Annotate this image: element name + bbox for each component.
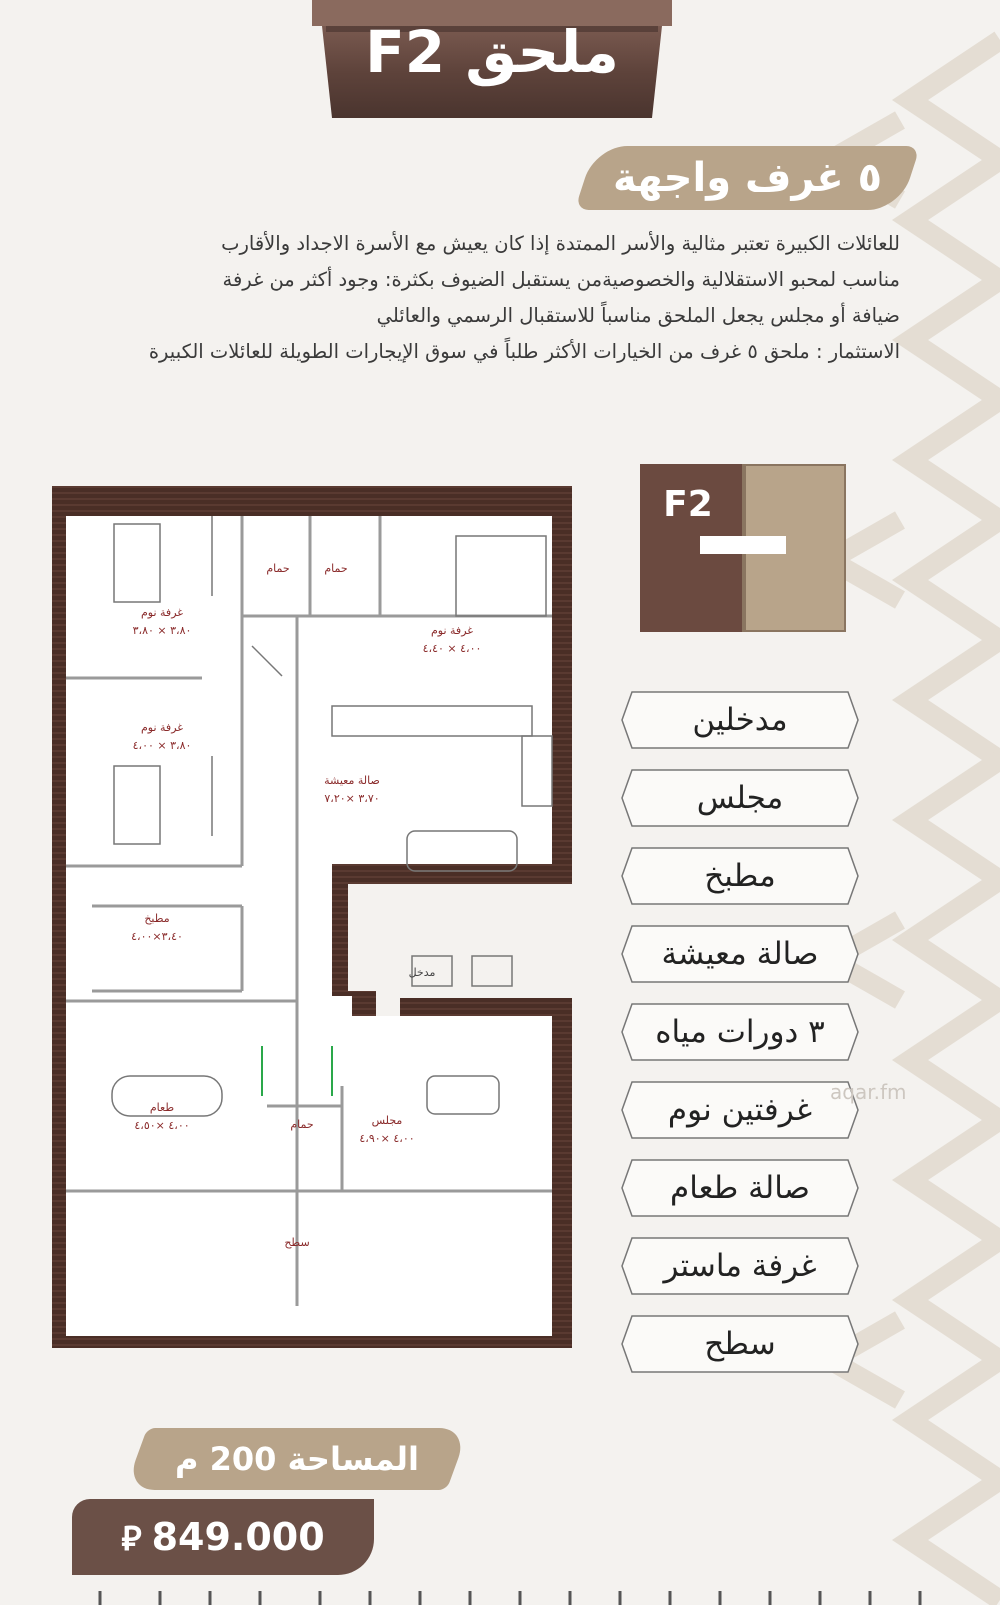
- bedroom2-label: غرفة نوم: [140, 721, 184, 734]
- feature-item: [620, 1080, 860, 1140]
- price-badge: [72, 1499, 374, 1575]
- roof-label: سطح: [284, 1236, 310, 1249]
- feature-item: [620, 690, 860, 750]
- bath2-label: حمام: [324, 562, 348, 575]
- bedroom2-dim: ٣،٨٠ × ٤،٠٠: [132, 739, 192, 752]
- kitchen-label: مطبخ: [144, 912, 170, 925]
- entrance-label: مدخل: [408, 966, 436, 979]
- feature-label: غرفتين نوم: [667, 1092, 813, 1128]
- dining-dim: ٤،٠٠ ×٤،٥٠: [134, 1119, 190, 1132]
- f2-logo: [640, 464, 846, 632]
- bedroom1-dim: ٣،٨٠ × ٣،٨٠: [132, 624, 192, 637]
- feature-item: [620, 1002, 860, 1062]
- description: [50, 226, 900, 370]
- dining-label: طعام: [149, 1101, 175, 1114]
- logo-label: F2: [663, 484, 713, 525]
- feature-item: [620, 924, 860, 984]
- feature-item: [620, 768, 860, 828]
- floor-plan: [52, 486, 590, 1348]
- bath1-label: حمام: [266, 562, 290, 575]
- feature-item: [620, 1314, 860, 1374]
- feature-label: صالة معيشة: [661, 936, 819, 972]
- description-line: ضيافة أو مجلس يجعل الملحق مناسباً للاستقبال الرسمي والعائلي: [376, 304, 900, 327]
- price-value: 849.000: [151, 1515, 325, 1559]
- majlis-dim: ٤،٠٠ ×٤،٩٠: [359, 1132, 415, 1145]
- feature-label: غرفة ماستر: [663, 1248, 817, 1284]
- watermark: aqar.fm: [830, 1080, 907, 1104]
- feature-label: مدخلين: [692, 702, 788, 738]
- bath3-label: حمام: [290, 1118, 314, 1131]
- majlis-label: مجلس: [371, 1114, 403, 1127]
- features-list: [620, 690, 860, 1392]
- feature-label: مطبخ: [704, 858, 776, 894]
- description-line: الاستثمار : ملحق ٥ غرف من الخيارات الأكثر طلباً في سوق الإيجارات الطويلة للعائلات الكبيرة: [148, 340, 900, 363]
- description-line: للعائلات الكبيرة تعتبر مثالية والأسر الممتدة إذا كان يعيش مع الأسرة الاجداد والأقارب: [221, 232, 900, 255]
- living-dim: ٣،٧٠ ×٧،٢٠: [324, 792, 380, 805]
- bedroom1-label: غرفة نوم: [140, 606, 184, 619]
- description-line: مناسب لمحبو الاستقلالية والخصوصيةمن يستقبل الضيوف بكثرة: وجود أكثر من غرفة: [222, 268, 900, 291]
- master-label: غرفة نوم: [430, 624, 474, 637]
- feature-item: [620, 1158, 860, 1218]
- feature-label: سطح: [704, 1326, 776, 1362]
- feature-label: ٣ دورات مياه: [655, 1014, 825, 1050]
- page-title: ملحق F2: [365, 18, 619, 86]
- feature-label: صالة طعام: [670, 1170, 810, 1206]
- riyal-icon: ⃁: [121, 1519, 142, 1559]
- living-label: صالة معيشة: [324, 774, 380, 787]
- master-dim: ٤،٠٠ × ٤،٤٠: [422, 642, 482, 655]
- feature-label: مجلس: [696, 780, 784, 816]
- rooms-badge: ٥ غرف واجهة: [575, 146, 921, 210]
- kitchen-dim: ٣،٤٠×٤،٠٠: [131, 930, 183, 943]
- area-badge: المساحة 200 م: [174, 1440, 419, 1478]
- bottom-ticks: [0, 1589, 1000, 1605]
- feature-item: [620, 1236, 860, 1296]
- feature-item: [620, 846, 860, 906]
